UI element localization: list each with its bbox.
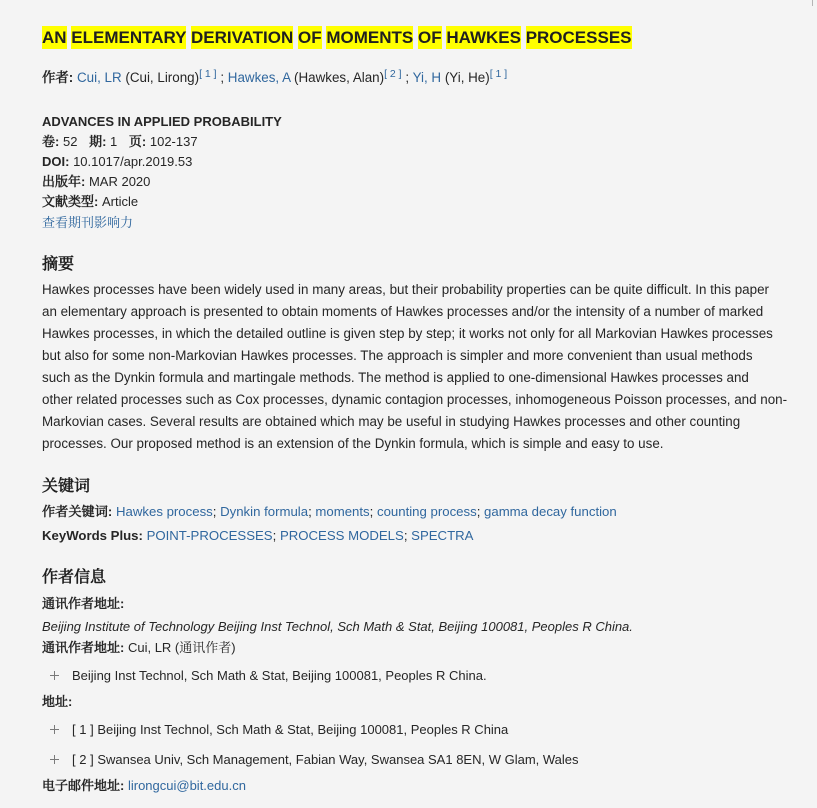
title-word-highlighted: HAWKES [446, 28, 521, 47]
author-affiliation-ref[interactable]: [ 2 ] [384, 68, 402, 80]
title-word-highlighted: ELEMENTARY [71, 28, 187, 47]
keyword-separator: ; [369, 504, 374, 519]
addresses-label: 地址: [42, 694, 73, 709]
volume-label: 卷: [42, 134, 60, 149]
address-row [42, 718, 812, 742]
reprint-author-line [42, 638, 812, 658]
journal-impact-link[interactable]: 查看期刊影响力 [42, 215, 134, 230]
reprint-address-label: 通讯作者地址: [42, 596, 125, 611]
author-keywords-line [42, 500, 812, 524]
keyword-link[interactable]: Dynkin formula [220, 504, 309, 519]
reprint-address-text: Beijing Inst Technol, Sch Math & Stat, Beijing 100081, Peoples R China. [72, 668, 487, 683]
abstract-heading: 摘要 [42, 256, 75, 273]
issue-label: 期: [89, 134, 107, 149]
abstract-line: but also for some non-Markovian Hawkes processes. The approach is simpler and more convenient than usual methods [42, 348, 753, 363]
keyword-link[interactable]: moments [315, 504, 370, 519]
address-row [42, 748, 812, 772]
record-title [42, 26, 812, 50]
pages-value: 102-137 [149, 134, 198, 149]
abstract-line: Markovian cases. Several results are obtained which may be useful in studying Hawkes processes and other counting [42, 414, 741, 429]
expand-plus-icon[interactable] [50, 755, 59, 764]
email-label: 电子邮件地址: [42, 778, 125, 793]
author-affiliation-ref[interactable]: [ 1 ] [199, 68, 217, 80]
author-separator: ; [220, 70, 225, 85]
pub-year-value: MAR 2020 [88, 174, 151, 189]
expand-plus-icon[interactable] [50, 725, 59, 734]
keyword-separator: ; [308, 504, 312, 519]
title-word-highlighted: AN [42, 28, 67, 47]
abstract-line: Hawkes processes, in which the detailed outline is given step by step; it works not only for all Markovian Hawkes processes [42, 326, 773, 341]
keywords-plus-label: KeyWords Plus: [42, 528, 143, 543]
author-full-name: (Yi, He) [444, 70, 490, 85]
abstract-text [42, 279, 812, 455]
address-index: [ 2 ] [72, 752, 94, 767]
address-text: Swansea Univ, Sch Management, Fabian Way, Swansea SA1 8EN, W Glam, Wales [97, 752, 579, 767]
authors-line [42, 68, 812, 88]
abstract-line: such as the Dynkin formula and martingale methods. The method is applied to one-dimensional Hawkes processes and [42, 370, 749, 385]
reprint-author-label: 通讯作者地址: [42, 640, 125, 655]
volume-value: 52 [62, 134, 78, 149]
keyword-separator: ; [272, 528, 277, 543]
author-info-heading: 作者信息 [42, 569, 107, 586]
keyword-plus-link[interactable]: PROCESS MODELS [279, 528, 404, 543]
keyword-separator: ; [403, 528, 408, 543]
right-edge-divider [812, 0, 813, 6]
author-keywords-label: 作者关键词: [42, 504, 113, 519]
expand-plus-icon[interactable] [50, 671, 59, 680]
title-word-highlighted: OF [417, 28, 442, 47]
keyword-link[interactable]: Hawkes process [116, 504, 213, 519]
doc-type-label: 文献类型: [42, 194, 99, 209]
doc-type-line [42, 192, 812, 212]
title-word-highlighted: OF [298, 28, 322, 47]
author-full-name: (Cui, Lirong) [125, 70, 200, 85]
impact-line [42, 213, 812, 233]
pub-year-line [42, 172, 812, 192]
address-index: [ 1 ] [72, 722, 94, 737]
doi-line [42, 152, 812, 172]
author-separator: ; [405, 70, 410, 85]
doc-type-value: Article [101, 194, 139, 209]
title-word-highlighted: DERIVATION [190, 28, 294, 47]
keyword-plus-link[interactable]: POINT-PROCESSES [146, 528, 273, 543]
author-affiliation-ref[interactable]: [ 1 ] [489, 68, 508, 80]
keyword-separator: ; [476, 504, 481, 519]
volume-issue-pages [42, 132, 812, 152]
keyword-plus-link[interactable]: SPECTRA [411, 528, 474, 543]
doi-label: DOI: [42, 154, 70, 169]
keyword-separator: ; [212, 504, 217, 519]
reprint-organization: Beijing Institute of Technology Beijing Inst Technol, Sch Math & Stat, Beijing 100081, Peoples R China. [42, 619, 633, 634]
keyword-link[interactable]: counting process [376, 504, 477, 519]
author-link-hawkes[interactable]: Hawkes, A [227, 70, 291, 85]
title-word-highlighted: MOMENTS [326, 28, 414, 47]
author-full-name: (Hawkes, Alan) [294, 70, 385, 85]
pages-label: 页: [128, 134, 147, 149]
abstract-line: an elementary approach is presented to obtain moments of Hawkes processes and/or the intensity of a number of marked [42, 304, 764, 319]
pub-year-label: 出版年: [42, 174, 86, 189]
title-word-highlighted: PROCESSES [525, 28, 632, 47]
author-link-cui[interactable]: Cui, LR [76, 70, 122, 85]
author-link-yi[interactable]: Yi, H [412, 70, 442, 85]
issue-value: 1 [110, 134, 118, 149]
keywords-plus-line [42, 524, 812, 548]
abstract-line: other related processes such as Cox processes, dynamic contagion processes, inhomogeneous Poisson processes, and non- [42, 392, 788, 407]
keywords-block [42, 500, 812, 548]
authors-label: 作者: [42, 70, 74, 85]
address-text: Beijing Inst Technol, Sch Math & Stat, Beijing 100081, Peoples R China [97, 722, 509, 737]
keywords-heading: 关键词 [42, 478, 91, 495]
email-line [42, 776, 812, 796]
journal-name: ADVANCES IN APPLIED PROBABILITY [42, 114, 282, 129]
keyword-link[interactable]: gamma decay function [484, 504, 617, 519]
reprint-address-row [42, 664, 812, 688]
reprint-author-value: Cui, LR (通讯作者) [127, 640, 236, 655]
email-link[interactable]: lirongcui@bit.edu.cn [127, 778, 246, 793]
abstract-line: Hawkes processes have been widely used in many areas, but their probability properties can be quite difficult. In this paper [42, 282, 769, 297]
doi-value: 10.1017/apr.2019.53 [73, 154, 193, 169]
abstract-line: processes. Our proposed method is an extension of the Dynkin formula, which is simple and easy to use. [42, 436, 664, 451]
